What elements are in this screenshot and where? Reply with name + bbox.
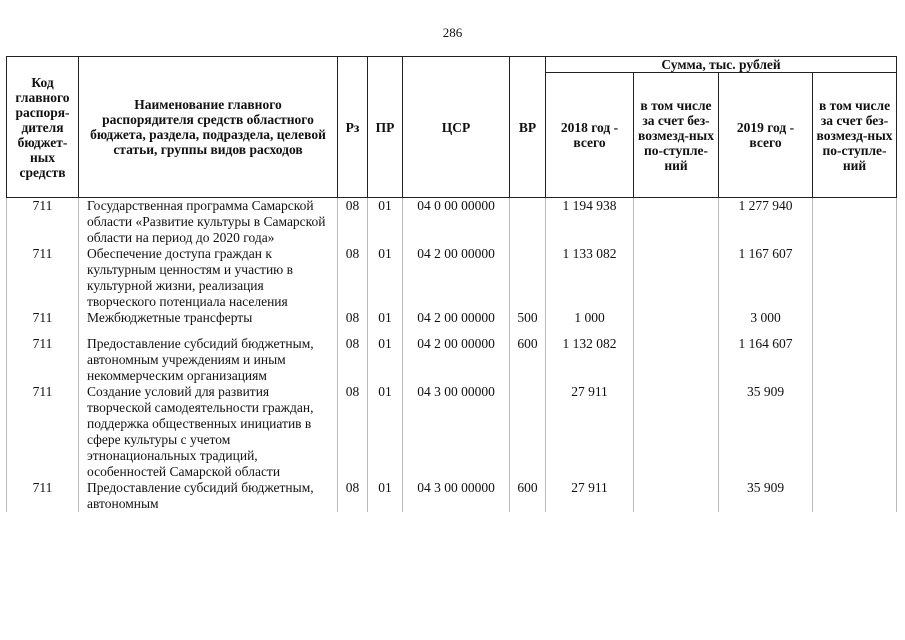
cell-total-2019: 1 277 940: [719, 198, 813, 247]
cell-pr: 01: [368, 310, 403, 336]
table-row: [7, 336, 897, 384]
cell-vr: [510, 198, 546, 247]
cell-free-2019: [813, 310, 897, 336]
cell-name: Предоставление субсидий бюджетным, автономным учреждениям и иным некоммерческим организациям: [79, 336, 338, 384]
table-row: [7, 246, 897, 310]
cell-code: 711: [7, 198, 79, 247]
cell-vr: 500: [510, 310, 546, 336]
page-number: 286: [442, 25, 463, 40]
table-row: [7, 480, 897, 512]
header-vr: ВР: [510, 57, 546, 198]
header-sum-group: Сумма, тыс. рублей: [546, 57, 897, 73]
cell-free-2018: [634, 336, 719, 384]
cell-total-2019: 1 167 607: [719, 246, 813, 310]
budget-table: [6, 56, 897, 512]
cell-total-2018: 27 911: [546, 480, 634, 512]
cell-free-2018: [634, 480, 719, 512]
cell-csr: 04 2 00 00000: [403, 246, 510, 310]
header-free-2018: в том числе за счет без-возмезд-ных по-ступле-ний: [634, 73, 719, 198]
cell-free-2018: [634, 310, 719, 336]
cell-name: Межбюджетные трансферты: [79, 310, 338, 336]
header-csr: ЦСР: [403, 57, 510, 198]
cell-pr: 01: [368, 246, 403, 310]
cell-code: 711: [7, 336, 79, 384]
cell-csr: 04 2 00 00000: [403, 336, 510, 384]
cell-csr: 04 3 00 00000: [403, 384, 510, 480]
cell-vr: [510, 246, 546, 310]
cell-total-2018: 1 000: [546, 310, 634, 336]
header-total-2019: 2019 год - всего: [719, 73, 813, 198]
cell-free-2019: [813, 246, 897, 310]
cell-name: Обеспечение доступа граждан к культурным ценностям и участию в культурной жизни, реализация творческого потенциала населения: [79, 246, 338, 310]
cell-total-2018: 27 911: [546, 384, 634, 480]
cell-free-2019: [813, 198, 897, 247]
table-row: [7, 198, 897, 247]
cell-free-2018: [634, 198, 719, 247]
header-pr: ПР: [368, 57, 403, 198]
cell-name: Государственная программа Самарской области «Развитие культуры в Самарской области на период до 2020 года»: [79, 198, 338, 247]
cell-pr: 01: [368, 336, 403, 384]
cell-free-2018: [634, 384, 719, 480]
cell-free-2019: [813, 384, 897, 480]
cell-free-2018: [634, 246, 719, 310]
cell-rz: 08: [338, 384, 368, 480]
cell-csr: 04 3 00 00000: [403, 480, 510, 512]
header-rz: Рз: [338, 57, 368, 198]
cell-free-2019: [813, 336, 897, 384]
cell-pr: 01: [368, 384, 403, 480]
cell-free-2019: [813, 480, 897, 512]
cell-pr: 01: [368, 480, 403, 512]
cell-vr: 600: [510, 480, 546, 512]
table-row: [7, 384, 897, 480]
cell-code: 711: [7, 310, 79, 336]
cell-code: 711: [7, 480, 79, 512]
cell-name: Создание условий для развития творческой самодеятельности граждан, поддержка общественных инициатив в сфере культуры с учетом этнонациональных традиций, особенностей Самарской области: [79, 384, 338, 480]
cell-total-2018: 1 133 082: [546, 246, 634, 310]
cell-csr: 04 0 00 00000: [403, 198, 510, 247]
cell-total-2018: 1 132 082: [546, 336, 634, 384]
cell-vr: [510, 384, 546, 480]
cell-csr: 04 2 00 00000: [403, 310, 510, 336]
cell-rz: 08: [338, 246, 368, 310]
cell-total-2019: 35 909: [719, 480, 813, 512]
cell-code: 711: [7, 246, 79, 310]
cell-name: Предоставление субсидий бюджетным, автономным: [79, 480, 338, 512]
cell-rz: 08: [338, 310, 368, 336]
cell-rz: 08: [338, 336, 368, 384]
header-free-2019: в том числе за счет без-возмезд-ных по-ступле-ний: [813, 73, 897, 198]
cell-total-2019: 3 000: [719, 310, 813, 336]
cell-total-2019: 35 909: [719, 384, 813, 480]
cell-rz: 08: [338, 480, 368, 512]
cell-vr: 600: [510, 336, 546, 384]
cell-total-2019: 1 164 607: [719, 336, 813, 384]
header-total-2018: 2018 год - всего: [546, 73, 634, 198]
header-code: Код главного распоря-дителя бюджет-ных средств: [7, 57, 79, 198]
table-row: [7, 310, 897, 336]
cell-total-2018: 1 194 938: [546, 198, 634, 247]
table-body: [7, 198, 897, 513]
table-header: [7, 57, 897, 198]
cell-pr: 01: [368, 198, 403, 247]
header-name: Наименование главного распорядителя средств областного бюджета, раздела, подраздела, целевой статьи, группы видов расходов: [79, 57, 338, 198]
cell-code: 711: [7, 384, 79, 480]
cell-rz: 08: [338, 198, 368, 247]
